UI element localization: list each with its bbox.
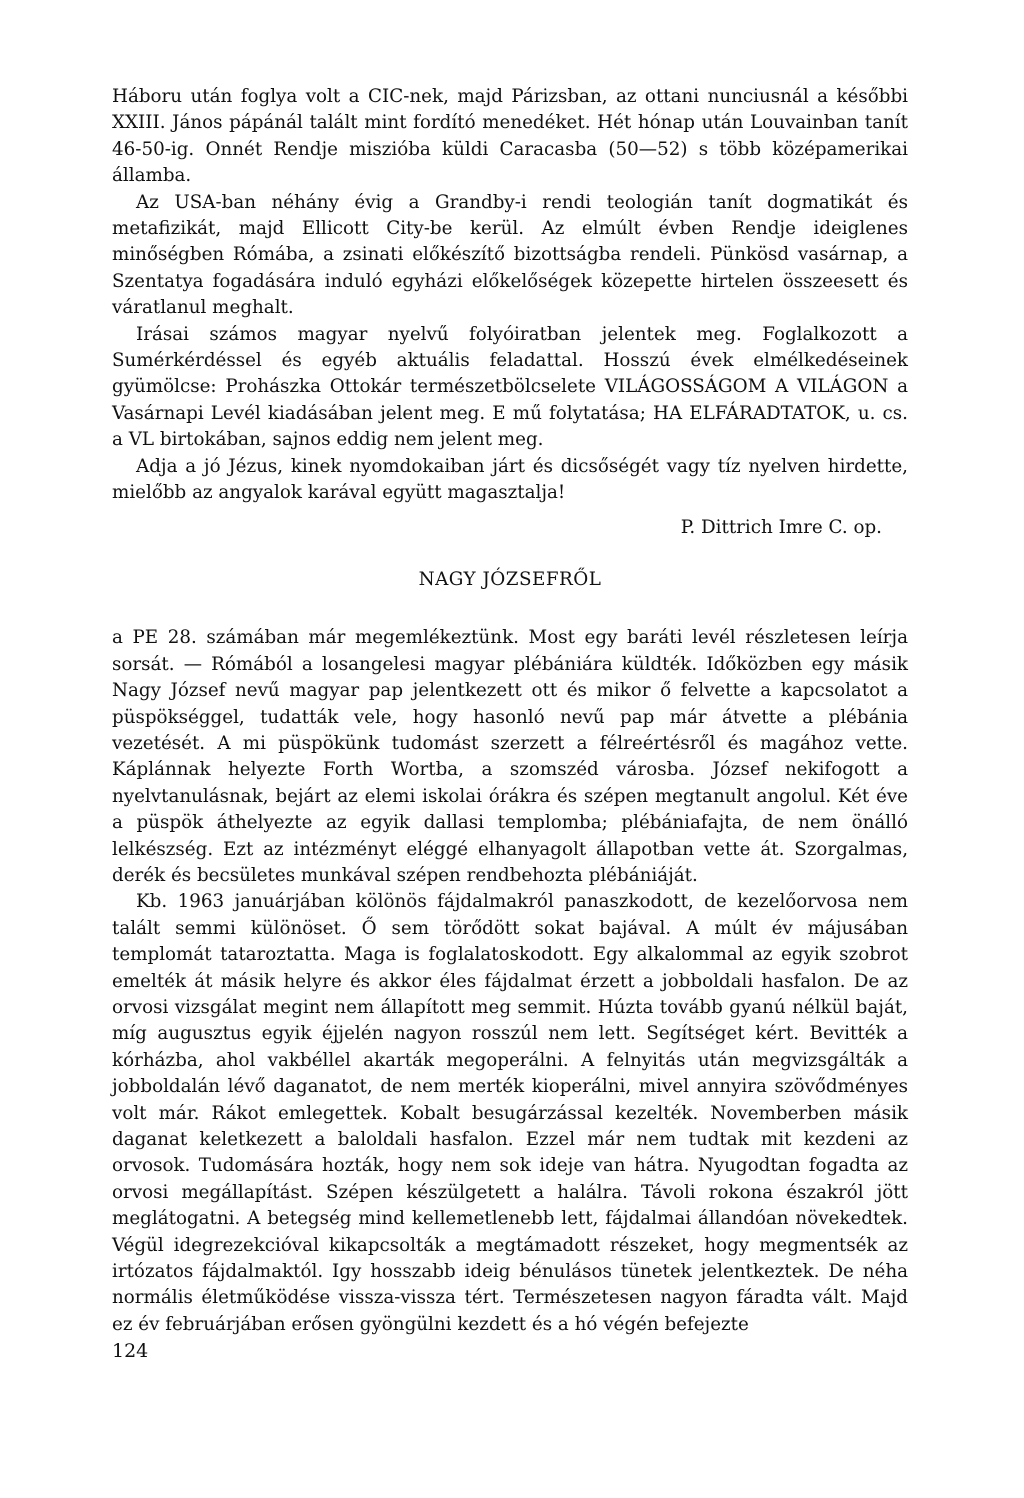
page-number: 124 <box>112 1340 149 1362</box>
article2-paragraph-1: a PE 28. számában már megemlékeztünk. Most egy baráti levél részletesen leírja sorsát. — Rómából a losangelesi magyar plébániára küldték. Időközben egy másik Nagy József nevű magyar pap jelentkezett ott és mikor ő felvette a kapcsolatot a püspökséggel, tudatták vele, hogy hasonló nevű pap már átvette a plébánia vezetését. A mi püspökünk tudomást szerzett a félreértésről és magához vette. Káplánnak helyezte Forth Wortba, a szomszéd városba. József nekifogott a nyelvtanulásnak, bejárt az elemi iskolai órákra és szépen megtanult angolul. Két éve a püspök áthelyezte az egyik dallasi templomba; plébániafajta, de nem önálló lelkészség. Ezt az intézményt eléggé elhanyagolt állapotban vette át. Szorgalmas, derék és becsületes munkával szépen rendbehozta plébániáját. <box>112 627 908 886</box>
article1-paragraph-3: Irásai számos magyar nyelvű folyóiratban jelentek meg. Foglalkozott a Sumérkérdéssel és egyéb aktuális feladattal. Hosszú évek elmélkedéseinek gyümölcse: Prohászka Ottokár természetbölcselete VILÁGOSSÁGOM A VILÁGON a Vasárnapi Levél kiadásában jelent meg. E mű folytatása; HA ELFÁRADTATOK, u. cs. a VL birtokában, sajnos eddig nem jelent meg. <box>112 323 908 451</box>
article2-title: NAGY JÓZSEFRŐL <box>418 568 602 590</box>
article1-paragraph-4: Adja a jó Jézus, kinek nyomdokaiban járt és dicsőségét vagy tíz nyelven hirdette, mielőbb az angyalok karával együtt magasztalja! <box>112 455 908 504</box>
article1-signature: P. Dittrich Imre C. op. <box>680 516 882 538</box>
page-body <box>112 84 908 1338</box>
article1-paragraph-1: Háboru után foglya volt a CIC-nek, majd Párizsban, az ottani nunciusnál a későbbi XXIII. János pápánál talált mint fordító menedéket. Hét hónap után Louvainban tanít 46-50-ig. Onnét Rendje misziόba küldi Caracasba (50—52) s több középamerikai államba. <box>112 86 908 187</box>
article2-paragraph-2: Kb. 1963 januárjában kölönös fájdalmakról panaszkodott, de kezelőorvosa nem talált semmi különöset. Ő sem törődött sokat bajával. A múlt év májusában templomát tataroztatta. Maga is foglalatoskodott. Egy alkalommal az egyik szobrot emelték át másik helyre és akkor éles fájdalmat érzett a jobboldali hasfalon. De az orvosi vizsgálat megint nem állapított meg semmit. Húzta tovább gyanú nélkül baját, míg augusztus egyik éjjelén nagyon rosszúl nem lett. Segítséget kért. Bevitték a kórházba, ahol vakbéllel akarták megoperálni. A felnyitás után megvizsgálták a jobboldalán lévő daganatot, de nem merték kioperálni, mivel annyira szövődményes volt már. Rákot emlegettek. Kobalt besugárzással kezelték. Novemberben másik daganat keletkezett a baloldali hasfalon. Ezzel már nem tudtak mit kezdeni az orvosok. Tudomására hozták, hogy nem sok ideje van hátra. Nyugodtan fogadta az orvosi megállapítást. Szépen készülgetett a halálra. Távoli rokona északról jött meglátogatni. A betegség mind kellemetlenebb lett, fájdalmai állandóan növekedtek. Végül idegrezekcióval kikapcsolták a megtámadott részeket, hogy megmentsék az irtózatos fájdalmaktól. Igy hosszabb ideig bénulásos tünetek jelentkeztek. De néha normális életműködése vissza-vissza tért. Természetesen nagyon fáradta vált. Majd ez év februárjában erősen gyöngülni kezdett és a hó végén befejezte <box>112 891 908 1335</box>
article1-paragraph-2: Az USA-ban néhány évig a Grandby-i rendi teologián tanít dogmatikát és metafizikát, majd Ellicott City-be kerül. Az elmúlt évben Rendje ideiglenes minőségben Rómába, a zsinati előkészítő bizottságba rendeli. Pünkösd vasárnap, a Szentatya fogadására induló egyházi előkelőségek közepette hirtelen összeesett és váratlanul meghalt. <box>112 191 908 319</box>
